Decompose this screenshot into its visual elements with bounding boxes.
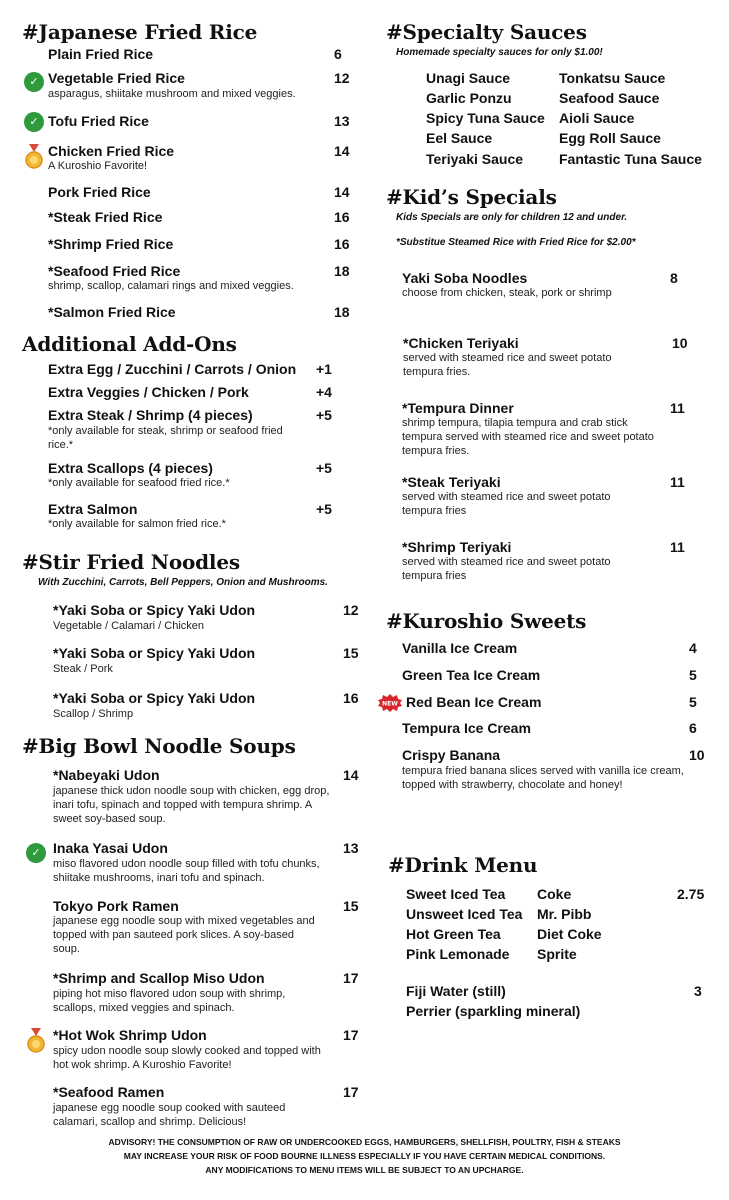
menu-item-description: *only available for salmon fried rice.*: [48, 518, 226, 530]
menu-item-price: 17: [343, 1084, 359, 1100]
menu-item-name: Extra Veggies / Chicken / Pork: [48, 384, 249, 400]
drink-item: Sprite: [537, 946, 577, 962]
menu-item-price: 15: [343, 898, 359, 914]
menu-item-name: Extra Scallops (4 pieces): [48, 460, 213, 476]
menu-item-price: +5: [316, 501, 332, 517]
menu-item-price: 5: [689, 694, 697, 710]
menu-item-price: 16: [334, 236, 350, 252]
menu-item-description: served with steamed rice and sweet potato tempura fries: [402, 491, 611, 517]
vegetarian-icon: ✓: [24, 72, 44, 92]
menu-item-name: Yaki Soba Noodles: [402, 270, 528, 286]
drink-price: 3: [694, 983, 702, 999]
menu-item-name: Plain Fried Rice: [48, 46, 154, 62]
menu-item-price: 10: [689, 747, 705, 763]
menu-item-name: Tokyo Pork Ramen: [53, 898, 179, 914]
menu-item-price: 15: [343, 645, 359, 661]
sauce-item: Eel Sauce: [426, 130, 493, 146]
sauce-item: Fantastic Tuna Sauce: [559, 151, 702, 167]
menu-item-description: tempura fried banana slices served with vanilla ice cream, topped with strawberry, chocolate and honey!: [402, 765, 684, 791]
menu-item-description: shrimp tempura, tilapia tempura and crab stick tempura served with steamed rice and sweet potato tempura fries.: [402, 417, 654, 457]
menu-item-price: 18: [334, 263, 350, 279]
menu-item-price: +5: [316, 460, 332, 476]
section-title-fried-rice: #Japanese Fried Rice: [22, 20, 258, 44]
drink-item: Coke: [537, 886, 572, 902]
menu-item-description: shrimp, scallop, calamari rings and mixed veggies.: [48, 280, 294, 292]
section-title-addons: Additional Add-Ons: [22, 332, 237, 356]
menu-item-name: *Steak Teriyaki: [402, 474, 501, 490]
section-subtitle: With Zucchini, Carrots, Bell Peppers, Onion and Mushrooms.: [38, 577, 328, 588]
menu-item-description: *only available for steak, shrimp or seafood fried rice.*: [48, 425, 283, 451]
menu-item-name: Extra Steak / Shrimp (4 pieces): [48, 407, 253, 423]
menu-item-name: Extra Salmon: [48, 501, 138, 517]
menu-item-description: japanese egg noodle soup with mixed vegetables and topped with pan sauteed pork slices. A soy-based soup.: [53, 915, 315, 955]
menu-item-name: Green Tea Ice Cream: [402, 667, 541, 683]
menu-item-price: 14: [334, 143, 350, 159]
menu-item-price: 10: [672, 335, 688, 351]
advisory-line: ADVISORY! THE CONSUMPTION OF RAW OR UNDERCOOKED EGGS, HAMBURGERS, SHELLFISH, POULTRY, FISH & STEAKS: [108, 1137, 621, 1147]
menu-item-price: 11: [670, 400, 685, 416]
menu-item-price: 16: [343, 690, 359, 706]
drink-item: Pink Lemonade: [406, 946, 510, 962]
sauce-item: Spicy Tuna Sauce: [426, 110, 545, 126]
menu-item-price: 14: [334, 184, 350, 200]
menu-item-price: 17: [343, 970, 359, 986]
medal-icon: [26, 1028, 46, 1054]
menu-item-price: 12: [334, 70, 350, 86]
menu-item-name: *Shrimp Teriyaki: [402, 539, 512, 555]
section-title-sweets: #Kuroshio Sweets: [386, 609, 587, 633]
menu-item-price: 11: [670, 474, 685, 490]
menu-item-name: *Yaki Soba or Spicy Yaki Udon: [53, 602, 256, 618]
menu-item-name: *Hot Wok Shrimp Udon: [53, 1027, 207, 1043]
menu-item-price: 8: [670, 270, 678, 286]
menu-item-description: served with steamed rice and sweet potato tempura fries.: [403, 352, 612, 378]
menu-item-price: 14: [343, 767, 359, 783]
drink-item: Fiji Water (still): [406, 983, 506, 999]
menu-item-description: choose from chicken, steak, pork or shrimp: [402, 287, 612, 299]
menu-item-price: 6: [334, 46, 342, 62]
menu-item-description: japanese thick udon noodle soup with chicken, egg drop, inari tofu, spinach and topped with tempura shrimp. A sweet soy-based soup.: [53, 785, 330, 825]
section-subtitle: Homemade specialty sauces for only $1.00!: [396, 47, 603, 58]
menu-item-name: Vanilla Ice Cream: [402, 640, 518, 656]
drink-price: 2.75: [677, 886, 705, 902]
new-badge-text: NEW: [382, 700, 398, 708]
section-title-noodles: #Stir Fried Noodles: [22, 550, 240, 574]
vegetarian-icon: ✓: [26, 843, 46, 863]
menu-item-price: 16: [334, 209, 350, 225]
menu-item-description: Scallop / Shrimp: [53, 708, 134, 720]
menu-item-description: spicy udon noodle soup slowly cooked and topped with hot wok shrimp. A Kuroshio Favorite!: [53, 1045, 321, 1071]
menu-item-name: Extra Egg / Zucchini / Carrots / Onion: [48, 361, 297, 377]
menu-item-price: 11: [670, 539, 685, 555]
menu-item-name: Crispy Banana: [402, 747, 501, 763]
menu-item-name: *Seafood Ramen: [53, 1084, 165, 1100]
sauce-item: Unagi Sauce: [426, 70, 511, 86]
menu-item-name: *Yaki Soba or Spicy Yaki Udon: [53, 690, 256, 706]
menu-item-name: *Seafood Fried Rice: [48, 263, 181, 279]
menu-item-price: 6: [689, 720, 697, 736]
menu-item-price: 18: [334, 304, 350, 320]
sauce-item: Garlic Ponzu: [426, 90, 512, 106]
section-note: *Substitue Steamed Rice with Fried Rice for $2.00*: [396, 237, 636, 248]
menu-item-description: miso flavored udon noodle soup filled with tofu chunks, shiitake mushrooms, inari tofu and spinach.: [53, 858, 320, 884]
new-badge-icon: [377, 694, 403, 712]
menu-item-price: 13: [334, 113, 350, 129]
section-title-drinks: #Drink Menu: [388, 853, 538, 877]
sauce-item: Seafood Sauce: [559, 90, 660, 106]
menu-item-price: +1: [316, 361, 332, 377]
drink-item: Perrier (sparkling mineral): [406, 1003, 581, 1019]
drink-item: Mr. Pibb: [537, 906, 592, 922]
section-title-soups: #Big Bowl Noodle Soups: [22, 734, 296, 758]
sauce-item: Egg Roll Sauce: [559, 130, 661, 146]
menu-item-price: 17: [343, 1027, 359, 1043]
menu-item-name: Inaka Yasai Udon: [53, 840, 168, 856]
menu-item-description: served with steamed rice and sweet potato tempura fries: [402, 556, 611, 582]
drink-item: Hot Green Tea: [406, 926, 501, 942]
menu-item-name: *Shrimp Fried Rice: [48, 236, 174, 252]
menu-item-price: 5: [689, 667, 697, 683]
sauce-item: Teriyaki Sauce: [426, 151, 524, 167]
section-title-kids: #Kid’s Specials: [386, 185, 557, 209]
advisory-line: MAY INCREASE YOUR RISK OF FOOD BOURNE ILLNESS ESPECIALLY IF YOU HAVE CERTAIN MEDICAL CONDITIONS.: [123, 1151, 606, 1161]
menu-item-price: +5: [316, 407, 332, 423]
menu-item-description: asparagus, shiitake mushroom and mixed veggies.: [48, 88, 296, 100]
menu-item-price: 4: [689, 640, 697, 656]
menu-item-name: Tofu Fried Rice: [48, 113, 149, 129]
advisory-line: ANY MODIFICATIONS TO MENU ITEMS WILL BE SUBJECT TO AN UPCHARGE.: [205, 1165, 524, 1175]
menu-item-name: Tempura Ice Cream: [402, 720, 531, 736]
menu-item-name: Pork Fried Rice: [48, 184, 151, 200]
menu-item-price: 12: [343, 602, 359, 618]
menu-item-name: *Yaki Soba or Spicy Yaki Udon: [53, 645, 256, 661]
menu-item-description: A Kuroshio Favorite!: [48, 160, 148, 172]
menu-item-description: Vegetable / Calamari / Chicken: [53, 620, 205, 632]
menu-item-name: *Nabeyaki Udon: [53, 767, 160, 783]
menu-item-name: Vegetable Fried Rice: [48, 70, 185, 86]
menu-item-description: piping hot miso flavored udon soup with shrimp, scallops, mixed veggies and spinach.: [53, 988, 286, 1014]
menu-item-name: *Salmon Fried Rice: [48, 304, 176, 320]
section-title-sauces: #Specialty Sauces: [386, 20, 587, 44]
menu-item-price: 13: [343, 840, 359, 856]
menu-item-name: Chicken Fried Rice: [48, 143, 175, 159]
menu-item-name: *Tempura Dinner: [402, 400, 514, 416]
sauce-item: Aioli Sauce: [559, 110, 635, 126]
medal-icon: [24, 144, 44, 170]
menu-item-price: +4: [316, 384, 332, 400]
menu-item-description: *only available for seafood fried rice.*: [48, 477, 230, 489]
menu-item-description: japanese egg noodle soup cooked with sauteed calamari, scallop and shrimp. Delicious!: [53, 1102, 286, 1128]
drink-item: Diet Coke: [537, 926, 602, 942]
drink-item: Unsweet Iced Tea: [406, 906, 523, 922]
sauce-item: Tonkatsu Sauce: [559, 70, 666, 86]
menu-item-name: *Steak Fried Rice: [48, 209, 163, 225]
drink-item: Sweet Iced Tea: [406, 886, 506, 902]
menu-item-description: Steak / Pork: [53, 663, 113, 675]
vegetarian-icon: ✓: [24, 112, 44, 132]
menu-item-name: Red Bean Ice Cream: [406, 694, 542, 710]
menu-item-name: *Shrimp and Scallop Miso Udon: [53, 970, 265, 986]
menu-item-name: *Chicken Teriyaki: [403, 335, 519, 351]
section-note: Kids Specials are only for children 12 and under.: [396, 212, 628, 223]
